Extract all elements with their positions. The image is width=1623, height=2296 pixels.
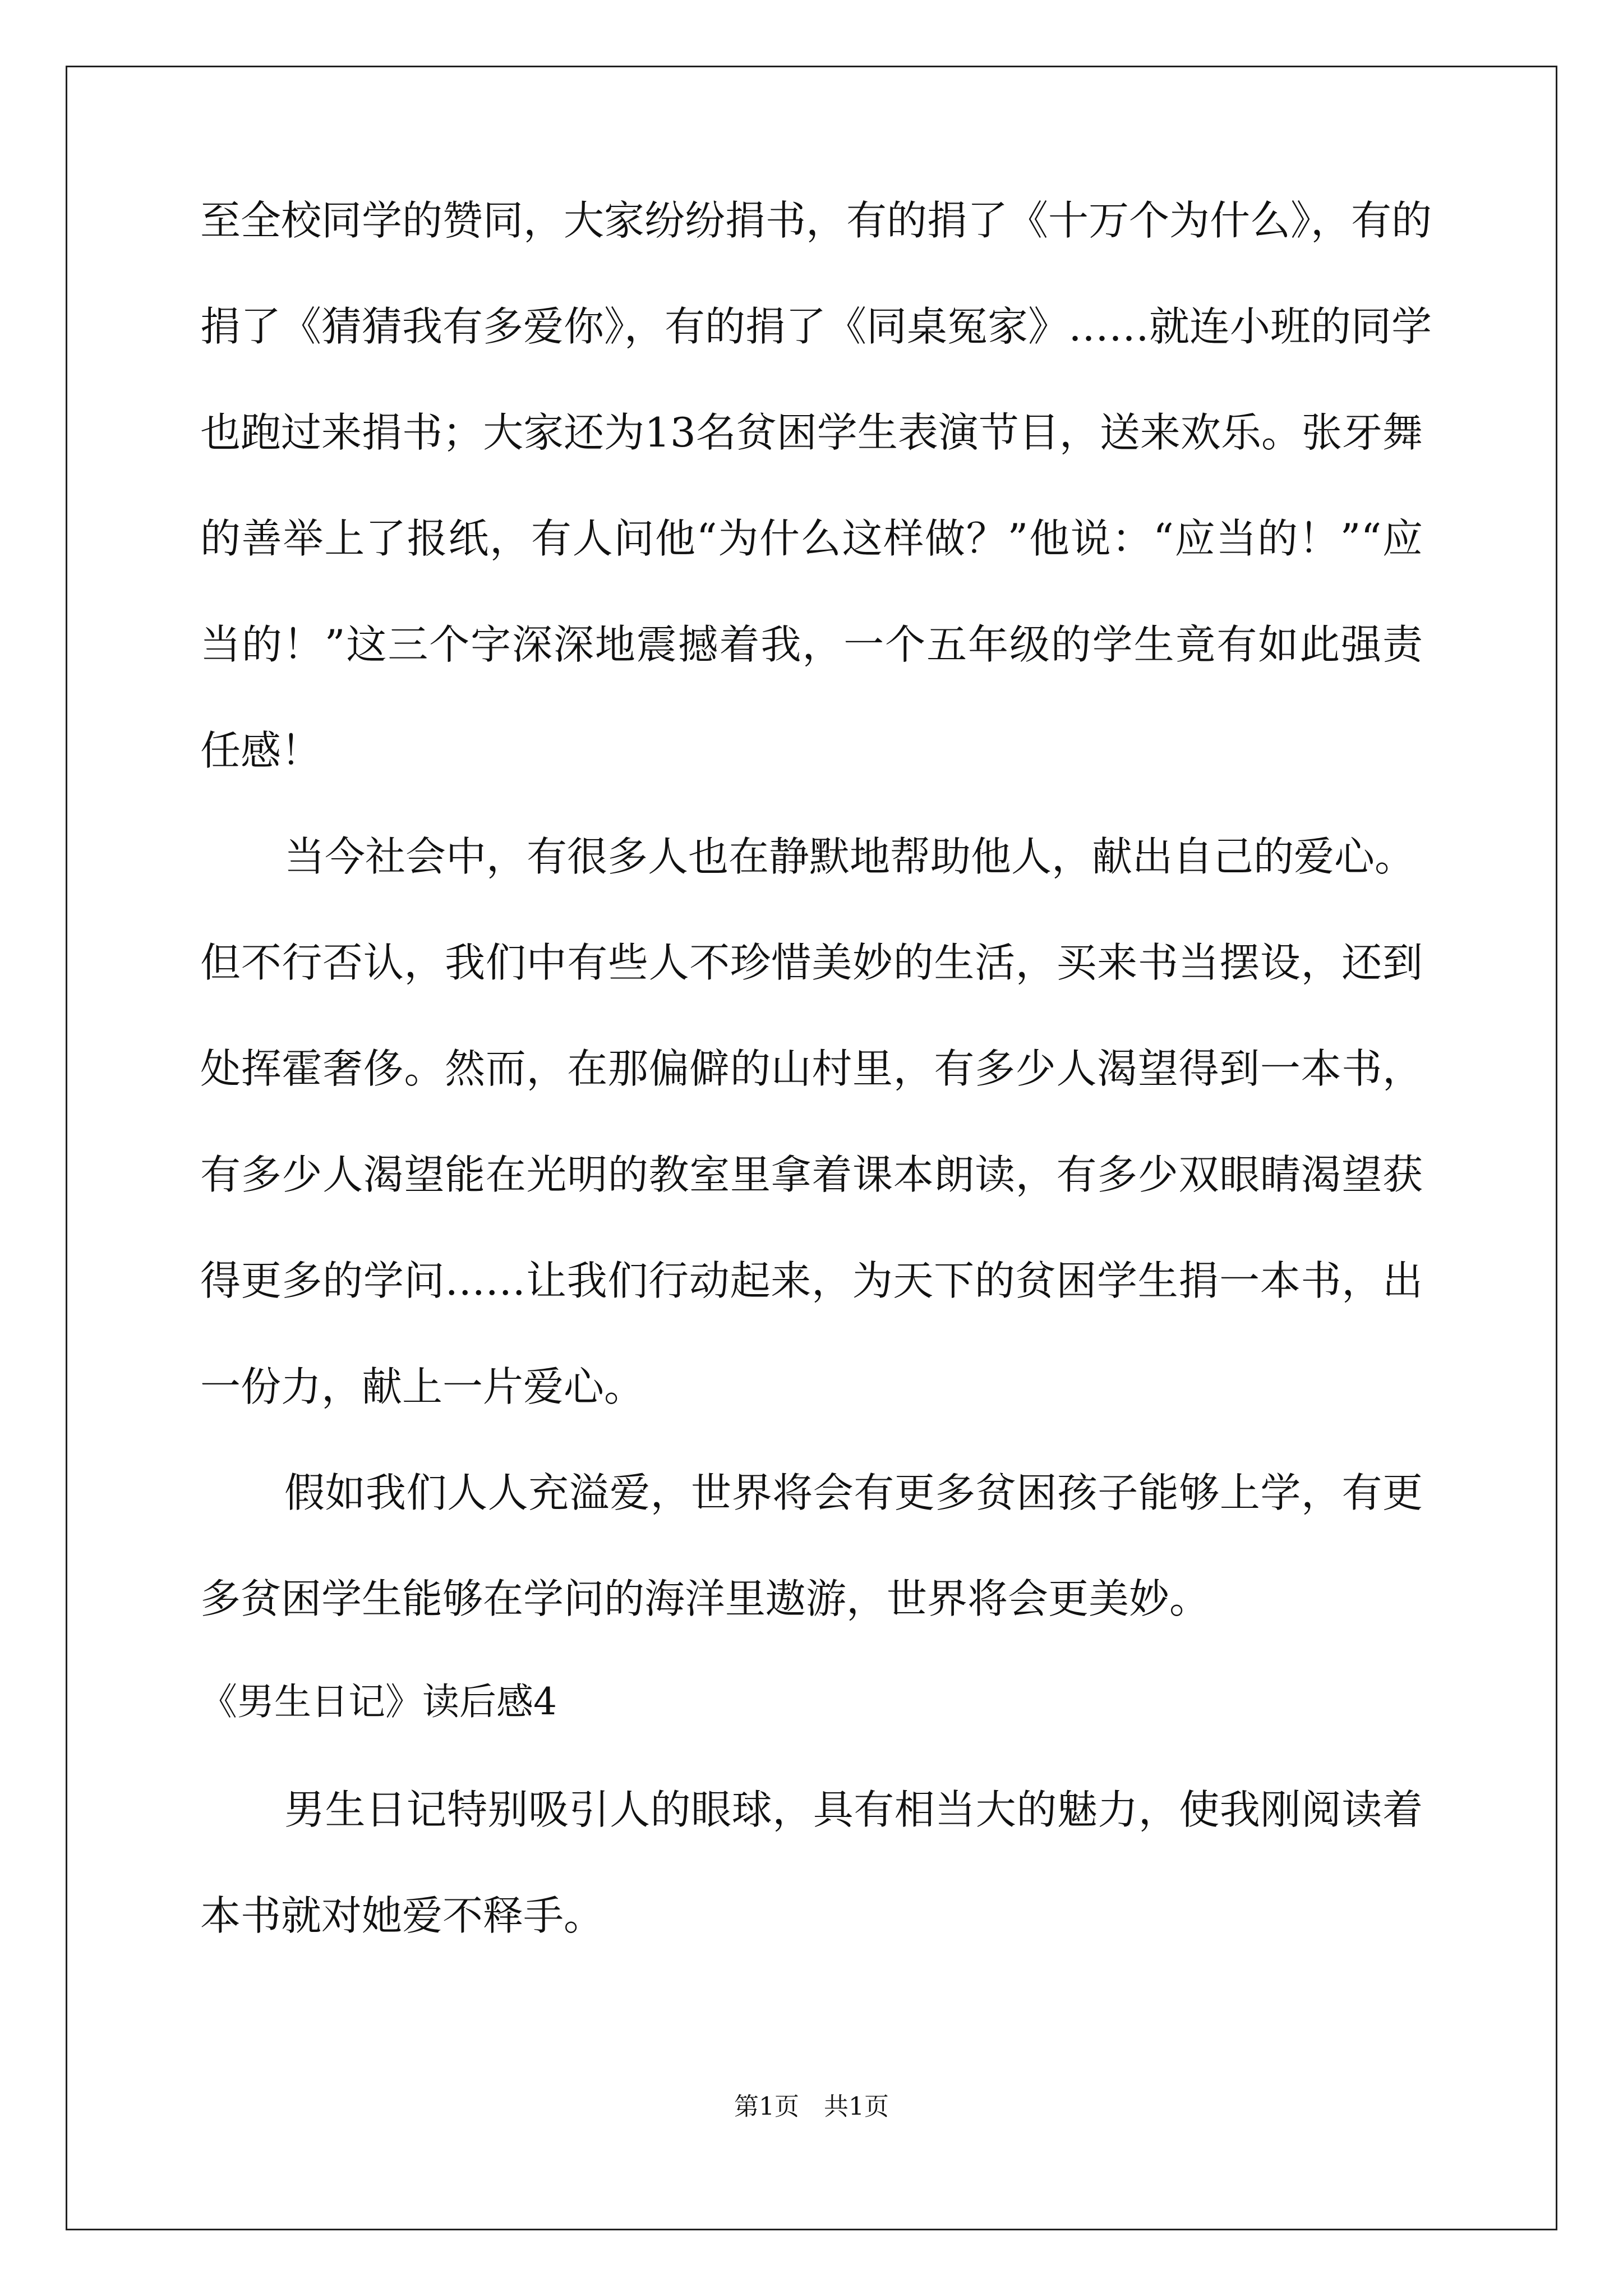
text-line: 多贫困学生能够在学问的海洋里遨游，世界将会更美妙。 [200,1575,1210,1622]
text-line: 本书就对她爱不释手。 [200,1892,605,1939]
text-line: 任感！ [200,727,322,774]
text-line: 但不行否认，我们中有些人不珍惜美妙的生活，买来书当摆设，还到 [200,939,1423,986]
text-line: 得更多的学问……让我们行动起来，为天下的贫困学生捐一本书，出 [200,1257,1423,1304]
text-line: 至全校同学的赞同，大家纷纷捐书，有的捐了《十万个为什么》，有的 [200,197,1432,244]
text-line: 当今社会中，有很多人也在静默地帮助他人，献出自己的爱心。 [284,833,1415,880]
text-line: 的善举上了报纸，有人问他“为什么这样做？”他说：“应当的！”“应 [200,515,1423,562]
text-line: 处挥霍奢侈。然而，在那偏僻的山村里，有多少人渴望得到一本书， [200,1045,1423,1092]
text-line: 当的！”这三个字深深地震撼着我，一个五年级的学生竟有如此强责 [200,621,1423,668]
text-line: 一份力，献上一片爱心。 [200,1363,645,1410]
text-line: 男生日记特别吸引人的眼球，具有相当大的魅力，使我刚阅读着 [284,1786,1423,1833]
page-footer: 第1页 共1页 [734,2092,889,2121]
section-title: 《男生日记》读后感4 [200,1680,557,1723]
text-line: 捐了《猜猜我有多爱你》，有的捐了《同桌冤家》……就连小班的同学 [200,303,1432,350]
text-line: 假如我们人人充溢爱，世界将会有更多贫困孩子能够上学，有更 [284,1469,1423,1516]
text-line: 有多少人渴望能在光明的教室里拿着课本朗读，有多少双眼睛渴望获 [200,1151,1423,1198]
text-line: 也跑过来捐书；大家还为13名贫困学生表演节目，送来欢乐。张牙舞 [200,409,1423,456]
